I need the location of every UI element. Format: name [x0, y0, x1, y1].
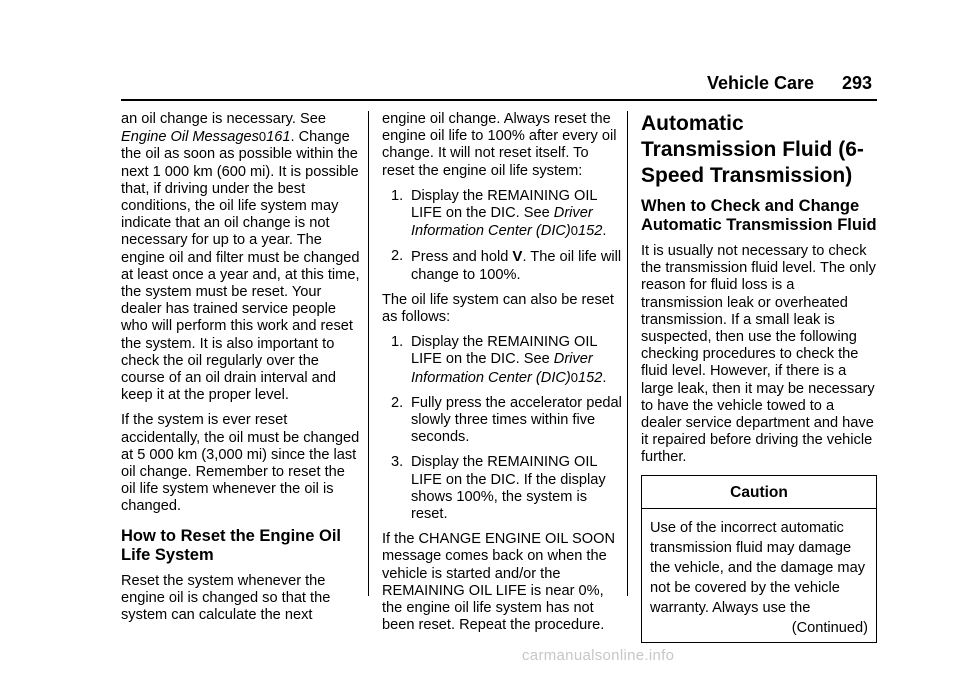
list-item: 2. Fully press the accelerator pedal slowly three times within five seconds.	[391, 394, 622, 446]
column-divider	[627, 111, 628, 596]
caution-title: Caution	[642, 476, 876, 509]
page-ref-icon: 0	[570, 223, 579, 239]
step-number: 3.	[391, 454, 404, 471]
column-3	[641, 111, 877, 643]
cross-reference-link[interactable]: Driver Information Center (DIC)	[411, 351, 593, 386]
caution-text: Use of the incorrect automatic transmission fluid may damage the vehicle, and the damage may not be covered by the vehicle warranty. Always use the (Continued)	[650, 519, 868, 636]
steps-list-2	[382, 334, 622, 523]
continued-label: (Continued)	[791, 619, 868, 636]
heading-when-to-check: When to Check and Change Automatic Transmission Fluid	[641, 197, 877, 234]
list-item: 1. Display the REMAINING OIL LIFE on the DIC. See Driver Information Center (DIC)0152.	[391, 187, 607, 240]
step-number: 1.	[391, 187, 404, 204]
page-number: 293	[842, 73, 873, 93]
paragraph-reset-accident: If the system is ever reset accidentally, the oil must be changed at 5 000 km (3,000 mi) since the last oil change. Remember to reset the oil life system whenever the oil is changed.	[121, 412, 360, 515]
step-number: 2.	[391, 394, 404, 411]
cross-reference-link[interactable]: Engine Oil Messages	[121, 129, 259, 146]
step-number: 1.	[391, 334, 404, 351]
watermark: carmanualsonline.info	[522, 647, 675, 664]
paragraph-reset-always: engine oil change. Always reset the engine oil life to 100% after every oil change. It will not reset itself. To reset the engine oil life system:	[382, 111, 617, 179]
paragraph-oil-change: an oil change is necessary. See Engine Oil Messages0161. Change the oil as soon as possible within the next 1 000 km (600 mi). It is possible that, if driving under the best conditions, the oil life system may indicate that an oil change is not necessary for up to a year. The engine oil and filter must be changed at least once a year and, at this time, the system must be reset. Your dealer has trained service people who will perform this work and reset the system. It is also important to check the oil regularly over the course of an oil drain interval and keep it at the proper level.	[121, 111, 360, 404]
list-item: 1. Display the REMAINING OIL LIFE on the DIC. See Driver Information Center (DIC)0152.	[391, 334, 607, 386]
header-rule	[121, 99, 877, 101]
heading-reset-oil-life: How to Reset the Engine Oil Life System	[121, 526, 342, 564]
page-ref-number[interactable]: 152	[578, 223, 603, 240]
page-ref-icon: 0	[258, 129, 267, 145]
paragraph-reset-intro: Reset the system whenever the engine oil is changed so that the system can calculate the next	[121, 572, 331, 624]
page-ref-number[interactable]: 161	[266, 129, 291, 146]
column-divider	[368, 111, 369, 596]
paragraph-alternate-reset: The oil life system can also be reset as follows:	[382, 291, 614, 326]
column-2	[382, 111, 622, 634]
caution-box	[641, 475, 877, 643]
section-heading-transmission-fluid: Automatic Transmission Fluid (6-Speed Transmission)	[641, 112, 864, 187]
section-title: Vehicle Care	[707, 73, 815, 93]
page-ref-number[interactable]: 152	[578, 369, 603, 386]
checkmark-icon: V	[512, 248, 523, 266]
list-item: 3. Display the REMAINING OIL LIFE on the DIC. If the display shows 100%, the system is reset.	[391, 454, 606, 523]
steps-list-1	[382, 188, 622, 284]
step-number: 2.	[391, 248, 404, 265]
page-ref-icon: 0	[570, 369, 579, 385]
paragraph-fluid-level: It is usually not necessary to check the transmission fluid level. The only reason for fluid loss is a transmission leak or overheated transmission. If a small leak is suspected, then use the following checking procedures to check the fluid level. However, if there is a large leak, then it may be necessary to have the vehicle towed to a dealer service department and have it repaired before driving the vehicle further.	[641, 243, 876, 466]
paragraph-change-oil-soon: If the CHANGE ENGINE OIL SOON message comes back on when the vehicle is started and/or the REMAINING OIL LIFE is near 0%, the engine oil life system has not been reset. Repeat the procedure.	[382, 531, 616, 634]
list-item: 2. Press and hold V. The oil life will change to 100%.	[391, 248, 622, 283]
column-1	[121, 111, 361, 632]
cross-reference-link[interactable]: Driver Information Center (DIC)	[411, 205, 593, 240]
